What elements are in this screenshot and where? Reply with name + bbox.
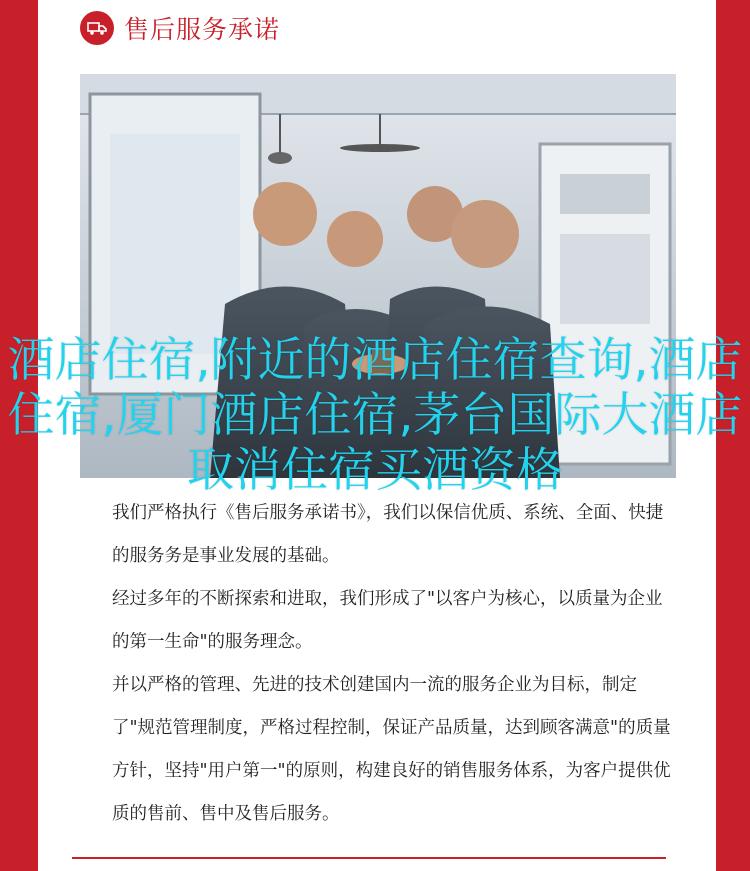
section-header [80, 10, 280, 46]
section-title: 售后服务承诺 [124, 15, 281, 44]
article-paragraph: 并以严格的管理、先进的技术创建国内一流的服务企业为目标，制定了"规范管理制度，严格过程控制，保证产品质量，达到顾客满意"的质量方针，坚持"用户第一"的原则，构建良好的销售服务体系，为客户提供优质的售前、售中及售后服务。 [112, 675, 671, 824]
footer-divider [72, 857, 666, 859]
article-paragraph: 我们严格执行《售后服务承诺书》，我们以保信优质、系统、全面、快捷的服务务是事业发展的基础。 [112, 503, 664, 566]
overlay-headline: 酒店住宿,附近的酒店住宿查询,酒店住宿,厦门酒店住宿,茅台国际大酒店取消住宿买酒资格 [7, 333, 743, 498]
delivery-truck-icon [80, 11, 114, 45]
article-paragraph: 经过多年的不断探索和进取，我们形成了"以客户为核心，以质量为企业的第一生命"的服务理念。 [112, 589, 663, 652]
article-body [76, 492, 676, 836]
